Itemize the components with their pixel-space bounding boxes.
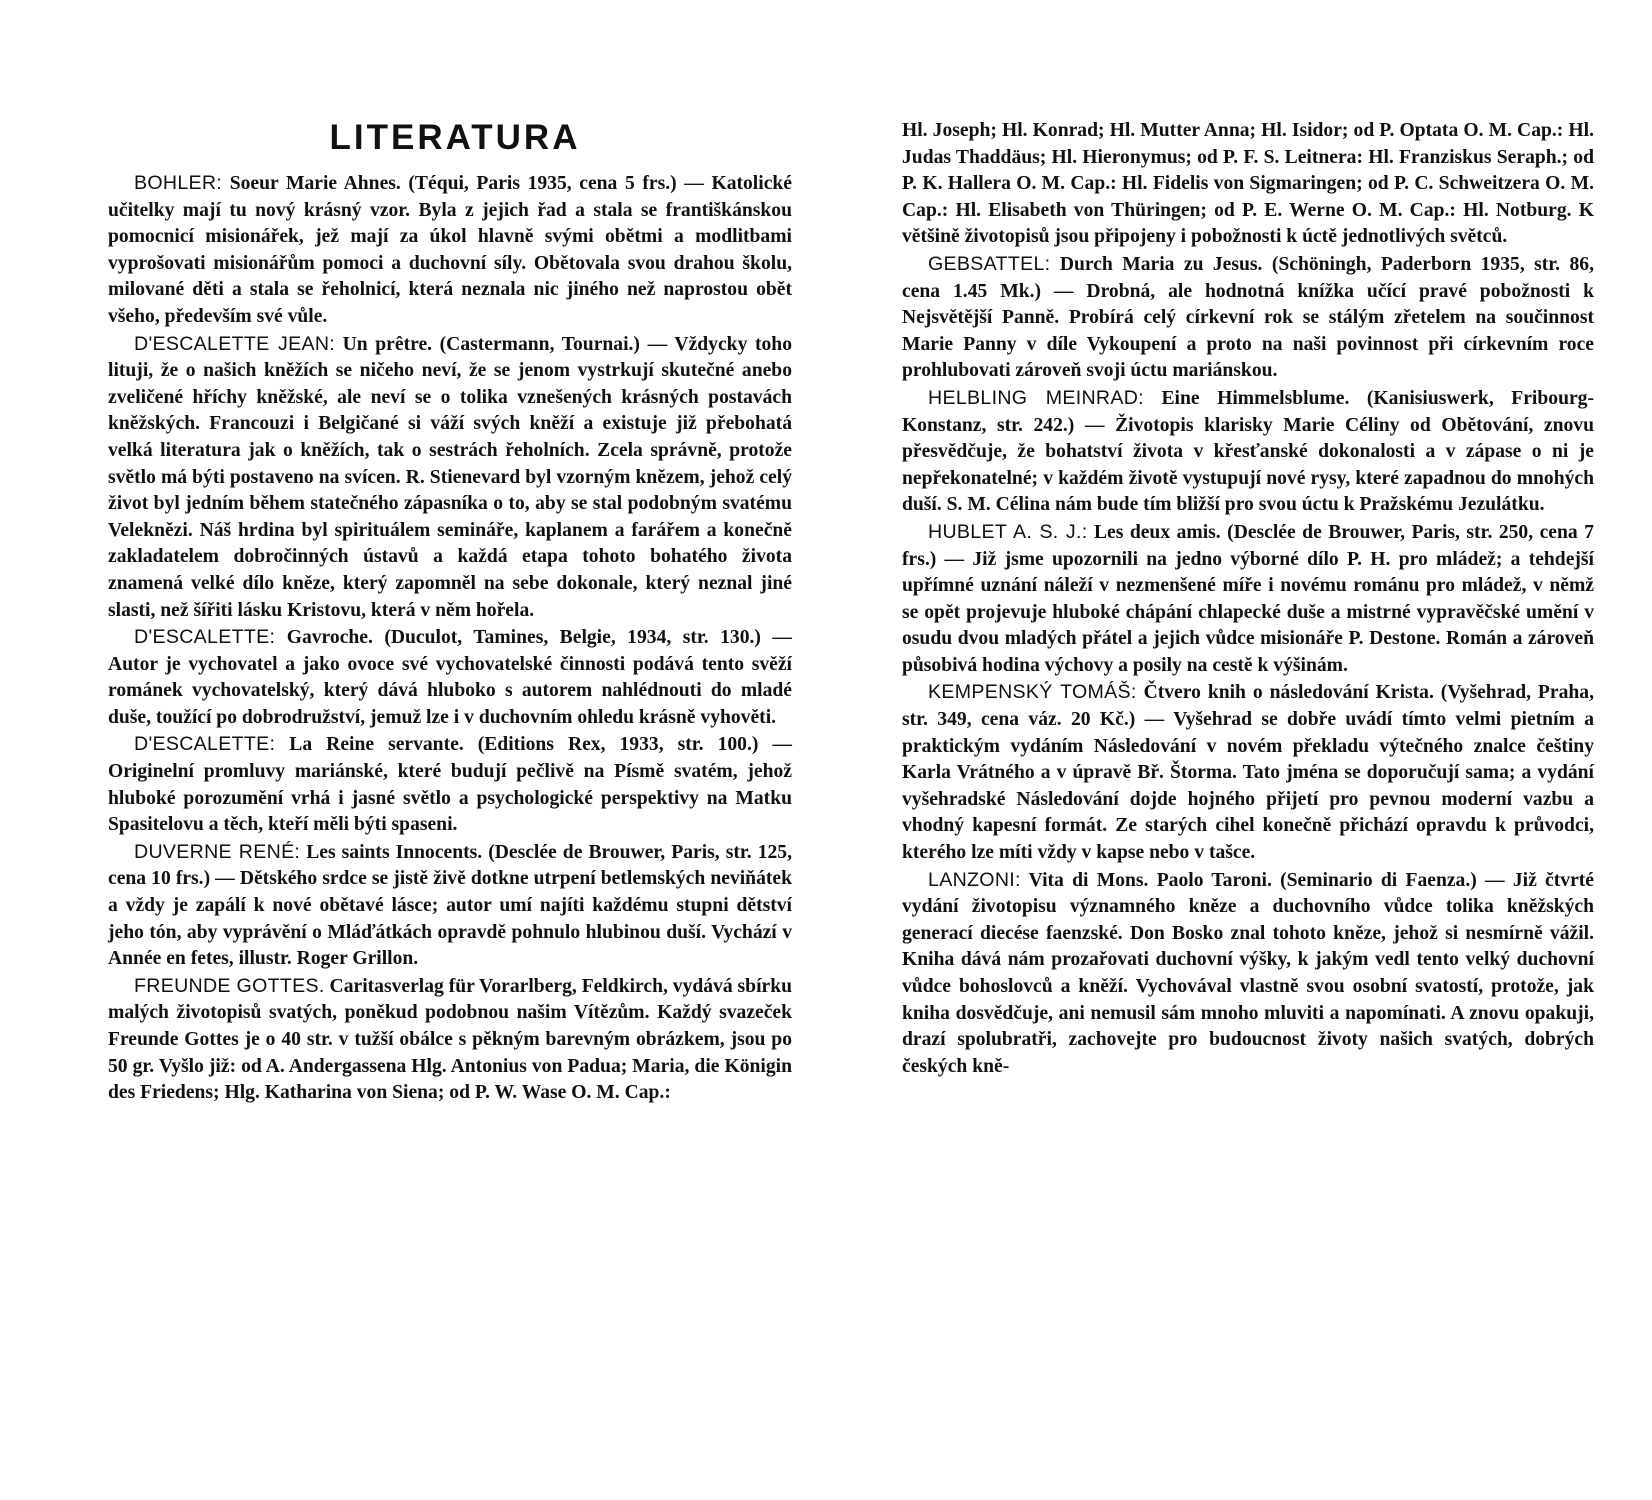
review-entry [902, 867, 1594, 1081]
entry-author: FREUNDE GOTTES. [134, 974, 325, 997]
review-entry [902, 519, 1594, 680]
review-entry [108, 839, 792, 973]
entry-author: BOHLER: [134, 172, 223, 194]
entry-text: Durch Maria zu Jesus. (Schöningh, Paderborn 1935, str. 86, cena 1.45 Mk.) — Drobná, ale hodnotná knížka učící pravé pobožnosti k Nejsvětější Panně. Probírá celý církevní rok se stálým zřetelem na součinnost Marie Panny v díle Vykoupení a proto na naši povinnost při církevním roce prohlubovati zároveň svoji úctu mariánskou. [902, 253, 1594, 382]
entry-author: KEMPENSKÝ TOMÁŠ: [928, 681, 1137, 704]
entry-author: HELBLING MEINRAD: [928, 386, 1144, 409]
left-column [108, 112, 792, 1107]
review-entry [108, 170, 792, 331]
right-column [902, 118, 1594, 1080]
entry-text: Gavroche. (Duculot, Tamines, Belgie, 1934, str. 130.) — Autor je vychovatel a jako ovoce své vychovatelské činnosti podává tento svěží románek vychovatelský, který dává hluboko s autorem nahlédnouti do mladé duše, toužící po dobrodružství, jemuž lze i v duchovním ohledu krásně vyhověti. [108, 627, 792, 728]
entry-author: D'ESCALETTE: [134, 626, 276, 649]
entry-text: Vita di Mons. Paolo Taroni. (Seminario di Faenza.) — Již čtvrté vydání životopisu významného kněze a duchovního vůdce tolika kněžských generací diecése faenzské. Don Bosko znal tohoto kněze, jehož si nesmírně vážil. Kniha dává nám prozařovati duchovní výšky, k jakým vedl tento velký duchovní vůdce bohoslovců a kněží. Vychovával vlastně svou osobní svatostí, protože, jak kniha dosvědčuje, ani nemusil sám mnoho mluviti a napomínati. A znovu opakuji, drazí spolubratři, zachovejte pro budoucnost životy našich svatých, dobrých českých kně- [902, 869, 1594, 1077]
page-title: LITERATURA [329, 118, 581, 157]
entry-author: DUVERNE RENÉ: [134, 840, 301, 863]
entry-text: Čtvero knih o následování Krista. (Vyšehrad, Praha, str. 349, cena váz. 20 Kč.) — Vyšehrad se dobře uvádí tímto velmi pietním a praktickým vydáním Následování v novém překladu výtečného znalce češtiny Karla Vrátného a v úpravě Bř. Štorma. Tato jména se doporučují sama; a vydání vyšehradské Následování dojde hojného přijetí pro pevnou moderní vazbu a vhodný kapesní formát. Ze starých cihel konečně přichází opravdu k průvodci, kterého lze míti vždy v kapse nebo v tašce. [902, 682, 1594, 864]
entry-text: La Reine servante. (Editions Rex, 1933, str. 100.) — Originelní promluvy mariánské, které budují pečlivě na Písmě svatém, jehož hluboké porozumění vrhá i jasné světlo a psychologické perspektivy na Matku Spasitelovu a těch, kteří měli býti spaseni. [108, 734, 792, 836]
entry-author: D'ESCALETTE JEAN: [134, 332, 336, 355]
review-entry [902, 679, 1594, 866]
entry-text: Un prêtre. (Castermann, Tournai.) — Vždycky toho lituji, že o našich kněžích se ničeho neví, že se jenom vystrkují skutečné anebo zveličené hříchy kněžské, ale neví se o tolika vznešených krásných postavách kněžských. Francouzi i Belgičané si váží svých kněží a existuje již přebohatá velká literatura jak o kněžích, tak o sestrách řeholních. Zcela správně, protože světlo má býti postaveno na svícen. R. Stienevard byl vzorným knězem, jehož celý život byl jedním během statečného zápasníka o to, aby se stal podobným svatému Veleknězi. Náš hrdina byl spirituálem semináře, kaplanem a farářem a konečně zakladatelem dobročinných ústavů a každá etapa tohoto bohatého života znamená velké dílo kněze, který zapomněl na sebe dokonale, který neznal jiné slasti, než šířiti lásku Kristovu, která v něm hořela. [108, 333, 792, 621]
review-entry [108, 731, 792, 838]
review-entry [108, 331, 792, 625]
review-entry [108, 624, 792, 731]
entry-author: LANZONI: [928, 868, 1021, 891]
entry-text: Eine Himmelsblume. (Kanisiuswerk, Fribourg-Konstanz, str. 242.) — Životopis klarisky Marie Céliny od Obětování, znovu přesvědčuje, že bohatství života v křesťanské dokonalosti a v zápase o ni je nepřekonatelné; v každém životě vystupují nové rysy, které zapadnou do mnohých duší. S. M. Célina nám bude tím bližší pro svou úctu k Pražskému Jezulátku. [902, 387, 1594, 516]
entry-text: Soeur Marie Ahnes. (Téqui, Paris 1935, cena 5 frs.) — Katolické učitelky mají tu nový krásný vzor. Byla z jejich řad a stala se františkánskou pomocnicí misionářek, jež mají za úkol hlavně svými obětmi a modlitbami vyprošovati misionářům pomoci a duchovní síly. Obětovala svou drahou školu, milované děti a stala se řeholnicí, která neznala nic jiného než naprostou obět všeho, především své vůle. [108, 173, 792, 327]
entry-text: Caritasverlag für Vorarlberg, Feldkirch, vydává sbírku malých životopisů svatých, poněkud podobnou našim Vítězům. Každý svazeček Freunde Gottes je o 40 str. v tužší obálce s pěkným barevným obrázkem, jsou po 50 gr. Vyšlo již: od A. Andergassena Hlg. Antonius von Padua; Maria, die Königin des Friedens; Hlg. Katharina von Siena; od P. W. Wase O. M. Cap.: [108, 975, 793, 1104]
review-entry [902, 251, 1594, 385]
continued-entry-text: Hl. Joseph; Hl. Konrad; Hl. Mutter Anna; Hl. Isidor; od P. Optata O. M. Cap.: Hl. Judas Thaddäus; Hl. Hieronymus; od P. F. S. Leitnera: Hl. Franziskus Seraph.; od P. K. Hallera O. M. Cap.: Hl. Fidelis von Sigmaringen; od P. C. Schweitzera O. M. Cap.: Hl. Elisabeth von Thüringen; od P. E. Werne O. M. Cap.: Hl. Notburg. K většině životopisů jsou připojeny i pobožnosti k úctě jednotlivých světců. [902, 120, 1594, 248]
entry-author: GEBSATTEL: [928, 252, 1051, 275]
entry-text: Les deux amis. (Desclée de Brouwer, Paris, str. 250, cena 7 frs.) — Již jsme upozornili na jedno výborné dílo P. H. pro mládež; a tehdejší upřímné uznání náleží v nezmenšené míře i novému románu pro mládež, v němž se opět projevuje hluboké chápání chlapecké duše a mistrné vypravěčské umění v osudu dvou mladých přátel a jejich vůdce misionáře P. Destone. Román a zároveň působivá hodina výchovy a posily na cestě k výšinám. [902, 521, 1594, 676]
review-entry [108, 973, 792, 1107]
entry-author: HUBLET A. S. J.: [928, 520, 1088, 543]
review-entry [902, 385, 1594, 519]
entry-author: D'ESCALETTE: [134, 733, 276, 756]
entry-text: Les saints Innocents. (Desclée de Brouwer, Paris, str. 125, cena 10 frs.) — Dětského srdce se jistě živě dotkne utrpení betlemských neviňátek a vždy je zapálí k nové obětavé lásce; autor umí najíti každému stupni dětství jeho tón, aby vyprávění o Mláďátkách opravdě pohnulo hlubinou duší. Vychází v Année en fetes, illustr. Roger Grillon. [108, 841, 792, 970]
